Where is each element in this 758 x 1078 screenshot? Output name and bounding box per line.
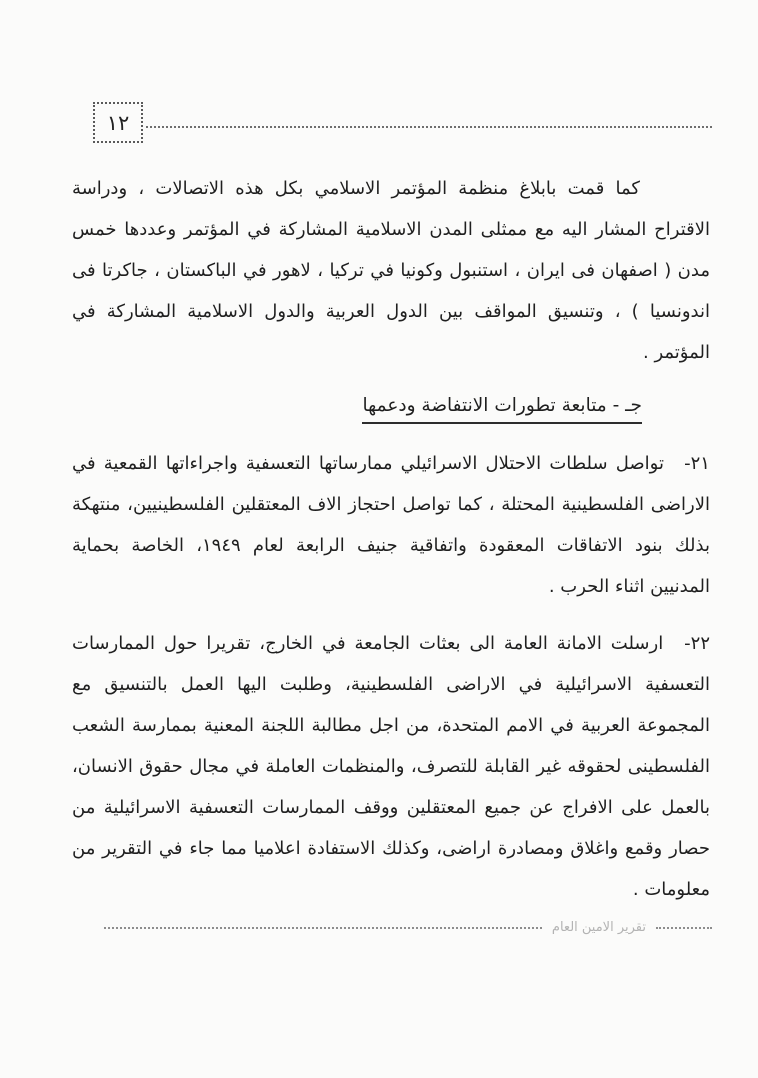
section-heading	[72, 385, 710, 427]
item-text: تواصل سلطات الاحتلال الاسرائيلي ممارساتها التعسفية واجراءاتها القمعية في الاراضى الفلسطينية المحتلة ، كما تواصل احتجاز الاف المعتقلين الفلسطينيين، منتهكة بذلك بنود الاتفاقات المعقودة واتفاقية جنيف الرابعة لعام ١٩٤٩، الخاصة بحماية المدنيين اثناء الحرب .	[72, 453, 710, 597]
list-item	[72, 623, 710, 910]
footer-dotted-line-right	[656, 927, 712, 929]
top-divider-line	[146, 126, 712, 128]
document-body	[72, 168, 710, 910]
item-number: ٢١-	[684, 453, 710, 474]
page-number-box	[93, 102, 143, 143]
item-number: ٢٢-	[684, 633, 710, 654]
list-item	[72, 443, 710, 607]
section-heading-text: جـ - متابعة تطورات الانتفاضة ودعمها	[362, 395, 642, 424]
page-footer	[104, 921, 712, 934]
page-number: ١٢	[106, 110, 130, 135]
footer-text: تقرير الامين العام	[551, 920, 646, 935]
item-text: ارسلت الامانة العامة الى بعثات الجامعة في الخارج، تقريرا حول الممارسات التعسفية الاسرائيلية في الاراضى الفلسطينية، وطلبت اليها العمل بالتنسيق مع المجموعة العربية في الامم المتحدة، من اجل مطالبة اللجنة المعنية بممارسة الشعب الفلسطينى لحقوقه غير القابلة للتصرف، والمنظمات العاملة في مجال حقوق الانسان، بالعمل على الافراج عن جميع المعتقلين ووقف الممارسات التعسفية الاسرائيلية من حصار وقمع واغلاق ومصادرة اراضى، وكذلك الاستفادة اعلاميا مما جاء في التقرير من معلومات .	[72, 633, 710, 900]
footer-dotted-line-left	[104, 927, 542, 929]
intro-paragraph: كما قمت بابلاغ منظمة المؤتمر الاسلامي بكل هذه الاتصالات ، ودراسة الاقتراح المشار اليه مع ممثلى المدن الاسلامية المشاركة في المؤتمر وعددها خمس مدن ( اصفهان فى ايران ، استنبول وكونيا في تركيا ، لاهور في الباكستان ، جاكرتا فى اندونسيا ) ، وتنسيق المواقف بين الدول العربية والدول الاسلامية المشاركة في المؤتمر .	[72, 178, 710, 363]
